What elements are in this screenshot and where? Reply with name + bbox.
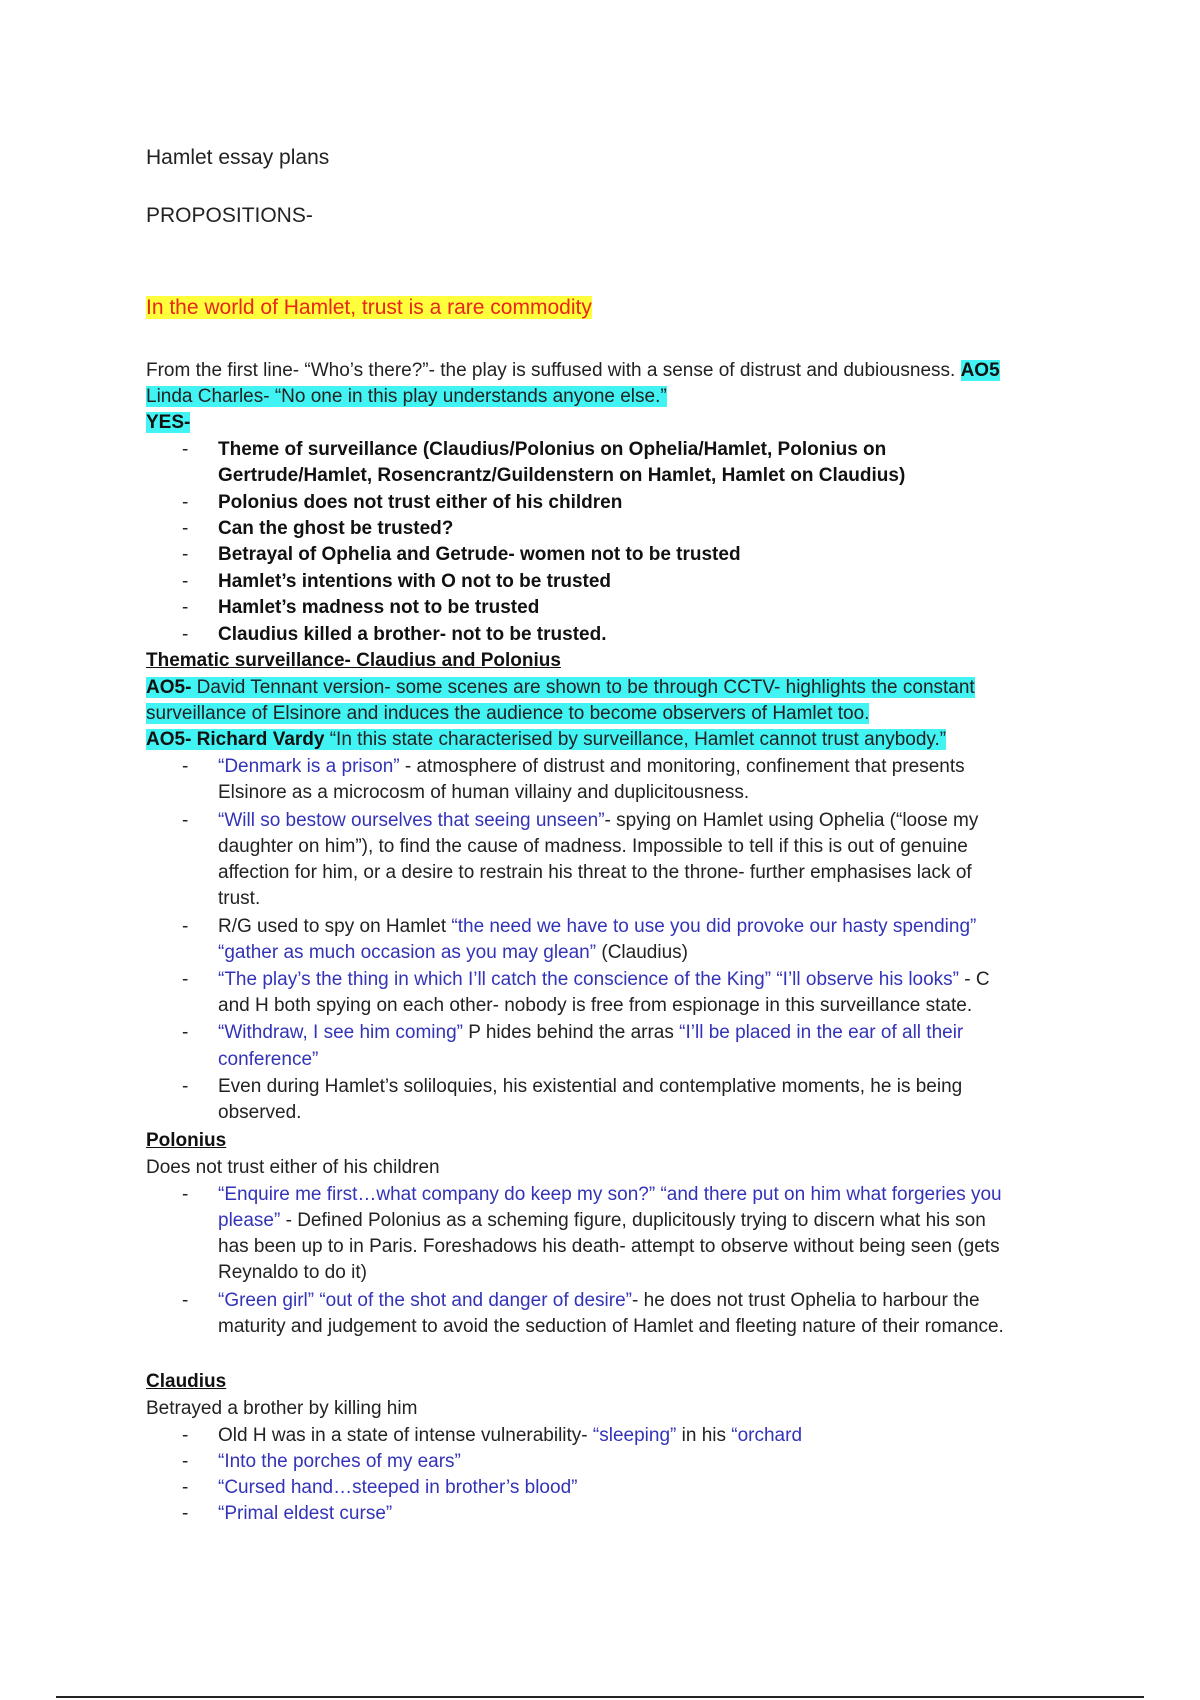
analysis: - spying on Hamlet using Ophelia (“loose my <box>604 810 979 831</box>
yes-point: Hamlet’s intentions with O not to be trusted <box>218 571 612 592</box>
yes-label: YES- <box>146 412 191 433</box>
analysis: observed. <box>218 1102 302 1123</box>
bullet-marker: - <box>182 518 189 539</box>
bullet-marker: - <box>182 624 189 645</box>
surveillance-point <box>218 1020 963 1046</box>
analysis: affection for him, or a desire to restrain his threat to the throne- further emphasises lack of <box>218 862 972 883</box>
quote: “orchard <box>731 1425 803 1446</box>
ao5-vardy-text: “In this state characterised by surveillance, Hamlet cannot trust anybody.” <box>324 729 947 750</box>
analysis: has been up to in Paris. Foreshadows his death- attempt to observe without being seen (gets <box>218 1236 1000 1257</box>
footer-divider <box>56 1696 1144 1698</box>
bullet-marker: - <box>182 544 189 565</box>
analysis: daughter on him”), to find the cause of madness. Impossible to tell if this is out of genuine <box>218 836 968 857</box>
surveillance-point <box>218 967 990 993</box>
bullet-marker: - <box>182 597 189 618</box>
analysis: - C <box>959 969 990 990</box>
intro-line <box>146 358 1000 384</box>
ao5-label: AO5- <box>146 677 192 698</box>
bullet-marker: - <box>182 1425 189 1446</box>
yes-point: Gertrude/Hamlet, Rosencrantz/Guildenstern on Hamlet, Hamlet on Claudius) <box>218 465 906 486</box>
yes-point: Theme of surveillance (Claudius/Polonius on Ophelia/Hamlet, Polonius on <box>218 439 887 460</box>
analysis: R/G used to spy on Hamlet <box>218 916 452 937</box>
bullet-marker: - <box>182 571 189 592</box>
quote: “I’ll be placed in the ear of all their <box>679 1022 964 1043</box>
surveillance-point-cont <box>218 940 688 966</box>
analysis: - Defined Polonius as a scheming figure, duplicitously trying to discern what his son <box>280 1210 986 1231</box>
yes-point: Polonius does not trust either of his children <box>218 492 623 513</box>
bullet-marker: - <box>182 492 189 513</box>
ao5-tennant-text-2: surveillance of Elsinore and induces the audience to become observers of Hamlet too. <box>146 703 870 724</box>
bullet-marker: - <box>182 1076 189 1097</box>
ao5-tennant-text: David Tennant version- some scenes are shown to be through CCTV- highlights the constant <box>191 677 975 698</box>
bullet-marker: - <box>182 1477 189 1498</box>
surveillance-point <box>218 914 976 940</box>
analysis: trust. <box>218 888 261 909</box>
surveillance-point <box>218 754 965 780</box>
claudius-heading: Claudius <box>146 1371 227 1392</box>
propositions-label: PROPOSITIONS- <box>146 204 313 227</box>
quote: “gather as much occasion as you may glean” <box>218 942 597 963</box>
quote: “The play’s the thing in which I’ll catch the conscience of the King” “I’ll observe his looks” <box>218 969 960 990</box>
analysis: Even during Hamlet’s soliloquies, his existential and contemplative moments, he is being <box>218 1076 963 1097</box>
ao5-vardy-line <box>146 727 946 753</box>
proposition-text: In the world of Hamlet, trust is a rare commodity <box>146 296 592 319</box>
surveillance-heading: Thematic surveillance- Claudius and Polonius <box>146 650 561 671</box>
bullet-marker: - <box>182 916 189 937</box>
intro-text: From the first line- “Who’s there?”- the play is suffused with a sense of distrust and dubiousness. <box>146 360 961 381</box>
polonius-heading: Polonius <box>146 1130 227 1151</box>
quote: “Cursed hand…steeped in brother’s blood” <box>218 1477 578 1498</box>
quote: “sleeping” <box>592 1425 677 1446</box>
bullet-marker: - <box>182 1503 189 1524</box>
yes-point: Betrayal of Ophelia and Getrude- women not to be trusted <box>218 544 741 565</box>
analysis: Reynaldo to do it) <box>218 1262 367 1283</box>
yes-line <box>146 410 190 436</box>
analysis: and H both spying on each other- nobody is free from espionage in this surveillance state. <box>218 995 973 1016</box>
bullet-marker: - <box>182 1290 189 1311</box>
yes-point: Hamlet’s madness not to be trusted <box>218 597 540 618</box>
polonius-point <box>218 1288 980 1314</box>
quote: conference” <box>218 1049 319 1070</box>
quote: please” <box>218 1210 281 1231</box>
quote: “Withdraw, I see him coming” <box>218 1022 463 1043</box>
bullet-marker: - <box>182 810 189 831</box>
quote: “Denmark is a prison” <box>218 756 400 777</box>
proposition-heading <box>146 295 592 321</box>
linda-charles-quote-line <box>146 384 667 410</box>
doc-title: Hamlet essay plans <box>146 146 330 169</box>
analysis: in his <box>676 1425 732 1446</box>
ao5-tag: AO5 <box>960 360 1000 381</box>
bullet-marker: - <box>182 1022 189 1043</box>
quote: “Will so bestow ourselves that seeing unseen” <box>218 810 605 831</box>
surveillance-point <box>218 808 978 834</box>
quote: “Green girl” “out of the shot and danger of desire” <box>218 1290 633 1311</box>
ao5-tennant-line <box>146 675 975 701</box>
bullet-marker: - <box>182 439 189 460</box>
analysis: Elsinore as a microcosm of human villainy and duplicitousness. <box>218 782 750 803</box>
bullet-marker: - <box>182 969 189 990</box>
claudius-sub: Betrayed a brother by killing him <box>146 1398 418 1419</box>
analysis: Old H was in a state of intense vulnerability- <box>218 1425 593 1446</box>
analysis: maturity and judgement to avoid the seduction of Hamlet and fleeting nature of their romance. <box>218 1316 1004 1337</box>
yes-point: Can the ghost be trusted? <box>218 518 454 539</box>
bullet-marker: - <box>182 1184 189 1205</box>
analysis: (Claudius) <box>596 942 688 963</box>
quote: “the need we have to use you did provoke our hasty spending” <box>451 916 977 937</box>
ao5-vardy-label: AO5- Richard Vardy <box>146 729 325 750</box>
quote: “Primal eldest curse” <box>218 1503 393 1524</box>
analysis: P hides behind the arras <box>462 1022 680 1043</box>
analysis: - atmosphere of distrust and monitoring, confinement that presents <box>399 756 965 777</box>
polonius-sub: Does not trust either of his children <box>146 1157 440 1178</box>
polonius-point-cont <box>218 1208 986 1234</box>
ao5-tennant-line-2 <box>146 701 869 727</box>
quote: “Into the porches of my ears” <box>218 1451 461 1472</box>
bullet-marker: - <box>182 1451 189 1472</box>
claudius-point <box>218 1423 802 1449</box>
analysis: - he does not trust Ophelia to harbour the <box>632 1290 980 1311</box>
bullet-marker: - <box>182 756 189 777</box>
linda-charles-quote: Linda Charles- “No one in this play understands anyone else.” <box>146 386 667 407</box>
yes-point: Claudius killed a brother- not to be trusted. <box>218 624 607 645</box>
quote: “Enquire me first…what company do keep my son?” “and there put on him what forgeries you <box>218 1184 1002 1205</box>
